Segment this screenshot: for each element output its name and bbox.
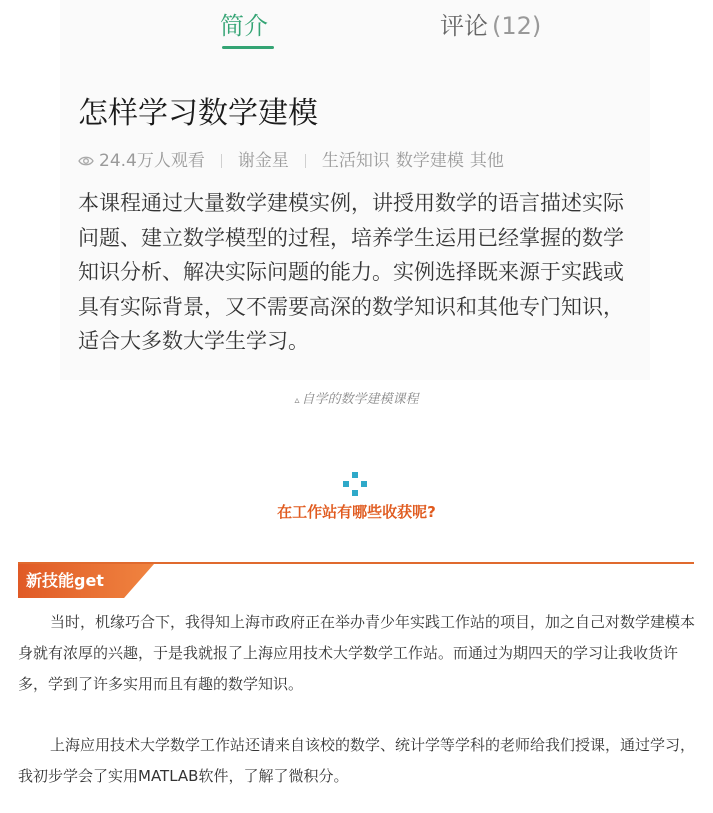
view-count: 24.4万人观看 (99, 151, 205, 171)
tab-comments-label: 评论 (440, 12, 488, 40)
caption-triangle-icon: ▵ (294, 395, 300, 406)
course-meta (78, 149, 510, 173)
tag-item[interactable]: 数学建模 (395, 151, 464, 171)
course-description: 本课程通过大量数学建模实例，讲授用数学的语言描述实际问题、建立数学模型的过程，培养学生运用已经掌握的数学知识分析、解决实际问题的能力。实例选择既来源于实践或具有实际背景，又不需要高深的数学知识和其他专门知识，适合大多数大学生学习。 (78, 191, 624, 353)
caption-text: 自学的数学建模课程 (301, 392, 419, 407)
active-tab-indicator (222, 46, 274, 49)
section-question: 在工作站有哪些收获呢? (277, 503, 436, 521)
meta-divider (305, 154, 306, 168)
course-card (60, 0, 650, 380)
tab-intro[interactable]: 简介 (220, 12, 268, 40)
tag-item[interactable]: 生活知识 (321, 151, 390, 171)
meta-divider (221, 154, 222, 168)
tab-bar (60, 0, 650, 56)
eye-icon (78, 155, 94, 167)
tab-comments[interactable] (440, 10, 541, 42)
comment-count: (12) (492, 12, 542, 40)
tag-item[interactable]: 其他 (469, 151, 504, 171)
banner-label: 新技能get (26, 571, 104, 590)
body-paragraph: 当时，机缘巧合下，我得知上海市政府正在举办青少年实践工作站的项目，加之自己对数学建模本身就有浓厚的兴趣，于是我就报了上海应用技术大学数学工作站。而通过为期四天的学习让我收货许多，学到了许多实用而且有趣的数学知识。 (18, 613, 696, 693)
course-title: 怎样学习数学建模 (78, 96, 318, 131)
diamond-dots-icon (343, 472, 367, 496)
banner-divider (18, 562, 694, 564)
body-paragraph: 上海应用技术大学数学工作站还请来自该校的数学、统计学等学科的老师给我们授课，通过学习，我初步学会了实用MATLAB软件，了解了微积分。 (18, 736, 696, 785)
image-caption (0, 391, 713, 410)
author-name[interactable]: 谢金星 (237, 151, 289, 171)
